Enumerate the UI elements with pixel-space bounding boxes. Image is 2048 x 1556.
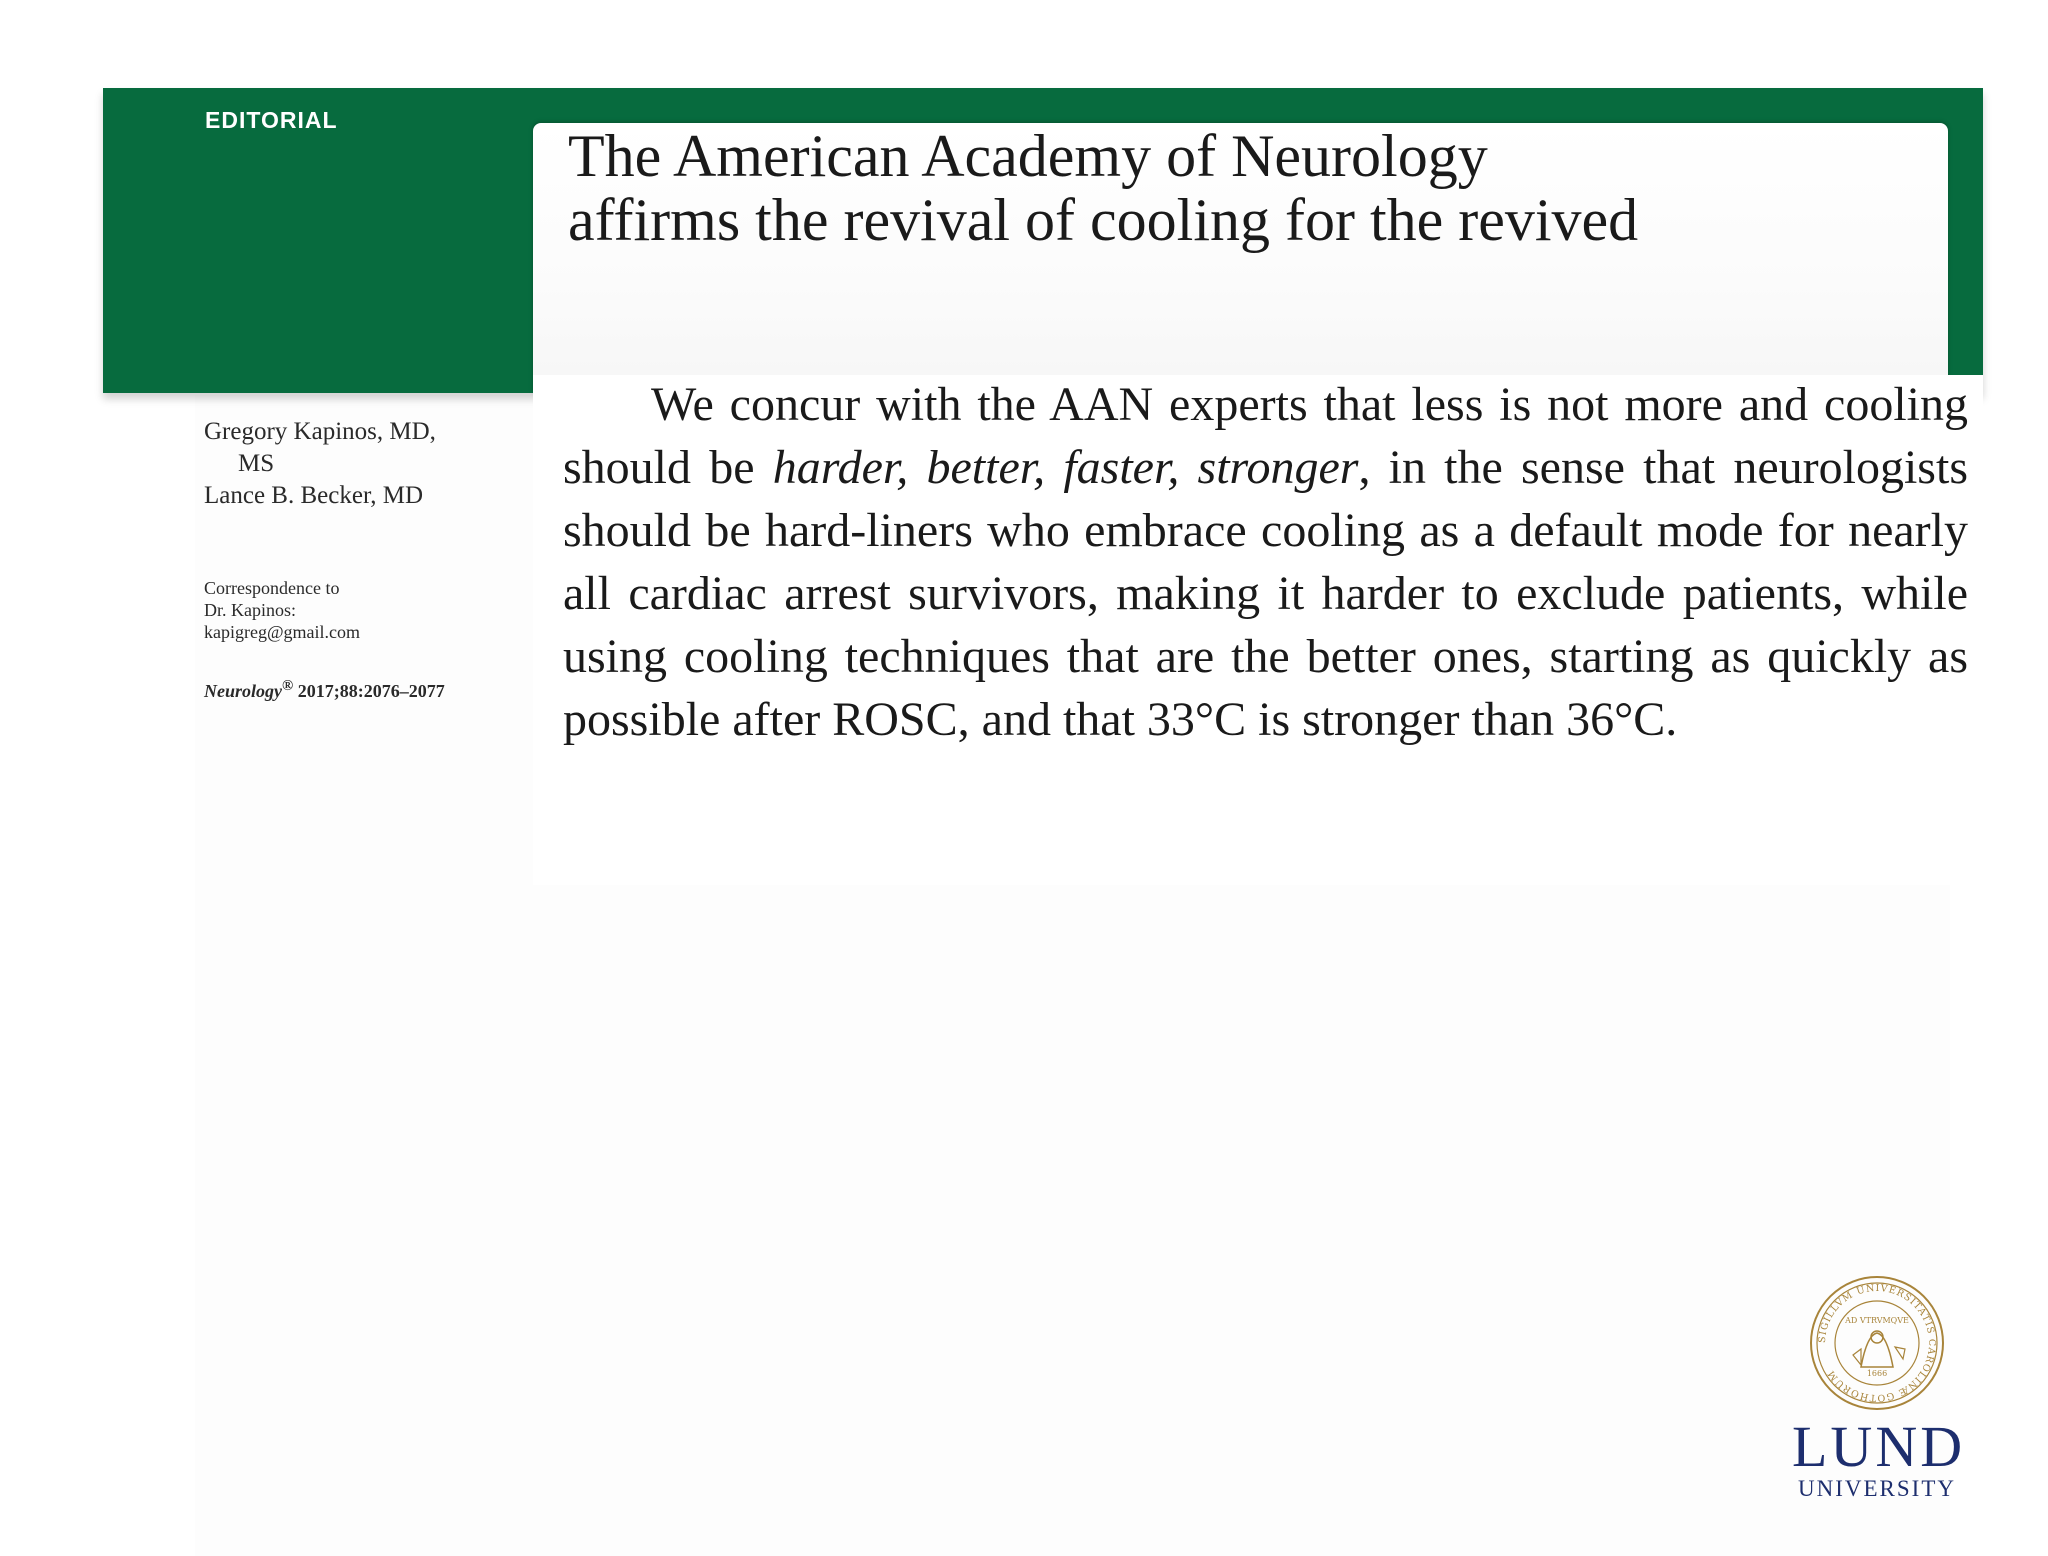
- logo-subtitle: UNIVERSITY: [1798, 1476, 1956, 1501]
- body-emphasis: harder, better, faster, stronger: [772, 441, 1359, 494]
- body-text-part: We concur with the AAN experts that less is not more and cooling should be: [563, 378, 1968, 494]
- correspondence-label: Correspondence to: [204, 578, 340, 598]
- seal-inscription: SIGILLVM UNIVERSITATIS CAROLINÆ GOTHORUM: [1816, 1282, 1938, 1404]
- lund-university-logo: [1792, 1414, 1966, 1502]
- author-list: [204, 416, 436, 512]
- logo-name: LUND: [1792, 1414, 1966, 1479]
- correspondence-email: kapigreg@gmail.com: [204, 622, 361, 642]
- title-line-1: The American Academy of Neurology: [568, 123, 1488, 189]
- author-name: Lance B. Becker, MD: [204, 482, 424, 509]
- seal-year: 1666: [1866, 1369, 1888, 1378]
- author-degree: MS: [238, 450, 275, 477]
- journal-name: Neurology: [204, 681, 282, 701]
- correspondence-name: Dr. Kapinos:: [204, 600, 296, 620]
- body-paragraph: [563, 373, 1968, 751]
- university-seal-icon: [1809, 1275, 1945, 1411]
- body-text-part: , in the sense that neurologists should be hard-liners who embrace cooling as a default mode for nearly all cardiac arrest survivors, making it harder to exclude patients, while using cooling techniques that are the better ones, starting as quickly as possible after ROSC, and that 33°C is stronger than 36°C.: [563, 441, 1968, 746]
- article-title: [568, 124, 1958, 252]
- author-name: Gregory Kapinos, MD,: [204, 418, 436, 445]
- correspondence-info: [204, 577, 360, 643]
- citation-reference: 2017;88:2076–2077: [293, 681, 445, 701]
- journal-citation: [204, 678, 445, 702]
- title-line-2: affirms the revival of cooling for the revived: [568, 187, 1639, 253]
- registered-mark: ®: [282, 678, 294, 694]
- seal-motto: AD VTRVMQVE: [1845, 1316, 1909, 1325]
- section-label: EDITORIAL: [205, 107, 338, 133]
